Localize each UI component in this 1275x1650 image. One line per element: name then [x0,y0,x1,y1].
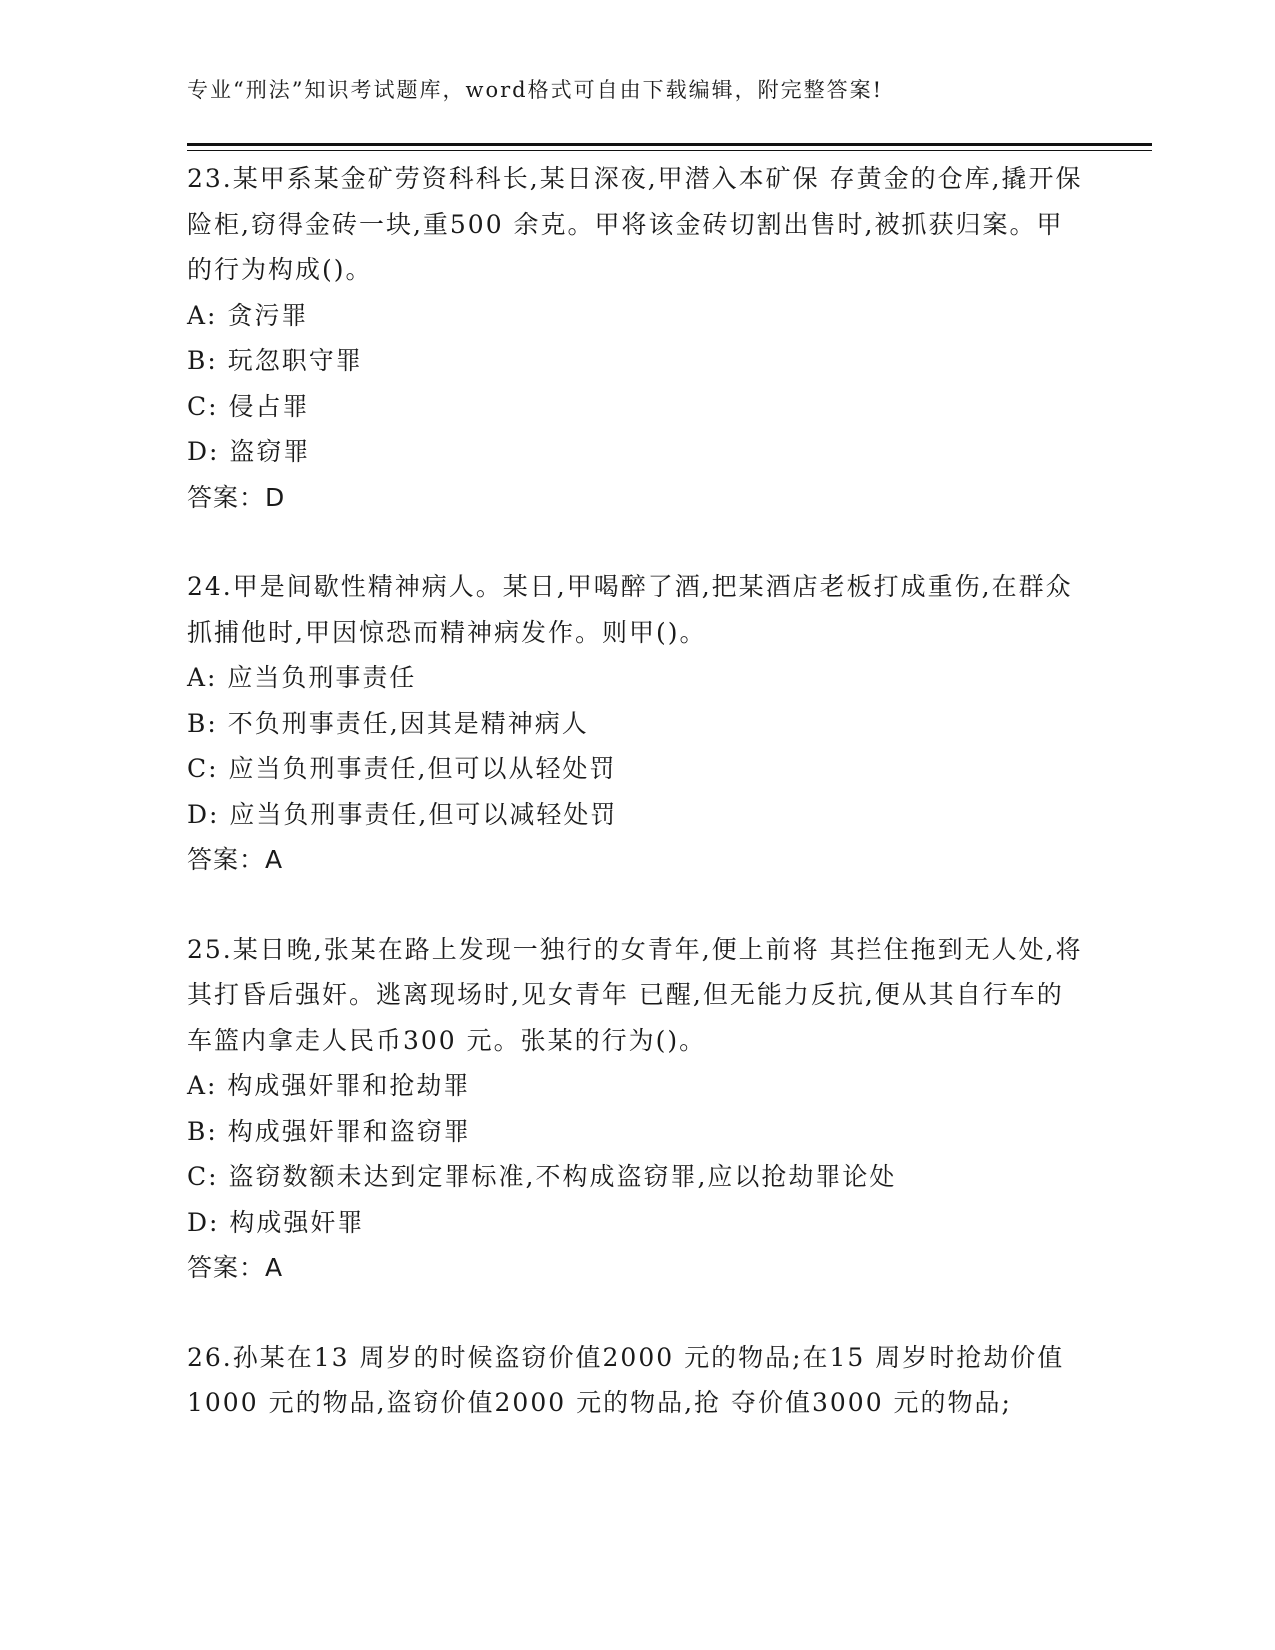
option-b: B: 构成强奸罪和盗窃罪 [187,1116,471,1146]
option-a: A: 贪污罪 [187,300,309,330]
question-24 [187,564,1087,883]
question-stem: 26.孙某在13 周岁的时候盗窃价值2000 元的物品;在15 周岁时抢劫价值1000 元的物品,盗窃价值2000 元的物品,抢 夺价值3000 元的物品; [187,1342,1065,1417]
question-stem: 24.甲是间歇性精神病人。某日,甲喝醉了酒,把某酒店老板打成重伤,在群众抓捕他时,甲因惊恐而精神病发作。则甲()。 [187,572,1073,647]
option-d: D: 盗窃罪 [187,437,311,466]
option-c: C: 盗窃数额未达到定罪标准,不构成盗窃罪,应以抢劫罪论处 [187,1162,897,1191]
option-d: D: 应当负刑事责任,但可以减轻处罚 [187,799,618,829]
page-header: 专业“刑法”知识考试题库，word格式可自由下载编辑，附完整答案! [187,78,884,102]
option-b: B: 不负刑事责任,因其是精神病人 [187,708,589,738]
option-c: C: 应当负刑事责任,但可以从轻处罚 [187,754,617,783]
question-stem: 25.某日晚,张某在路上发现一独行的女青年,便上前将 其拦住拖到无人处,将其打昏后强奸。逃离现场时,见女青年 已醒,但无能力反抗,便从其自行车的车篮内拿走人民币300 元。张某的行为()。 [187,934,1083,1055]
option-a: A: 构成强奸罪和抢劫罪 [187,1071,471,1100]
question-stem: 23.某甲系某金矿劳资科科长,某日深夜,甲潜入本矿保 存黄金的仓库,撬开保险柜,窃得金砖一块,重500 余克。甲将该金砖切割出售时,被抓获归案。甲的行为构成()。 [187,164,1083,284]
question-26 [187,1335,1087,1426]
header-divider-thin [187,150,1152,151]
option-c: C: 侵占罪 [187,391,310,421]
header-divider-thick [187,143,1152,146]
answer-line: 答案：D [187,482,286,512]
option-b: B: 玩忽职守罪 [187,346,363,375]
question-23 [187,156,1087,520]
answer-line: 答案：A [187,845,284,874]
option-d: D: 构成强奸罪 [187,1207,365,1237]
option-a: A: 应当负刑事责任 [187,663,417,692]
question-list [187,156,1087,1470]
question-25 [187,927,1087,1291]
answer-line: 答案：A [187,1253,284,1282]
